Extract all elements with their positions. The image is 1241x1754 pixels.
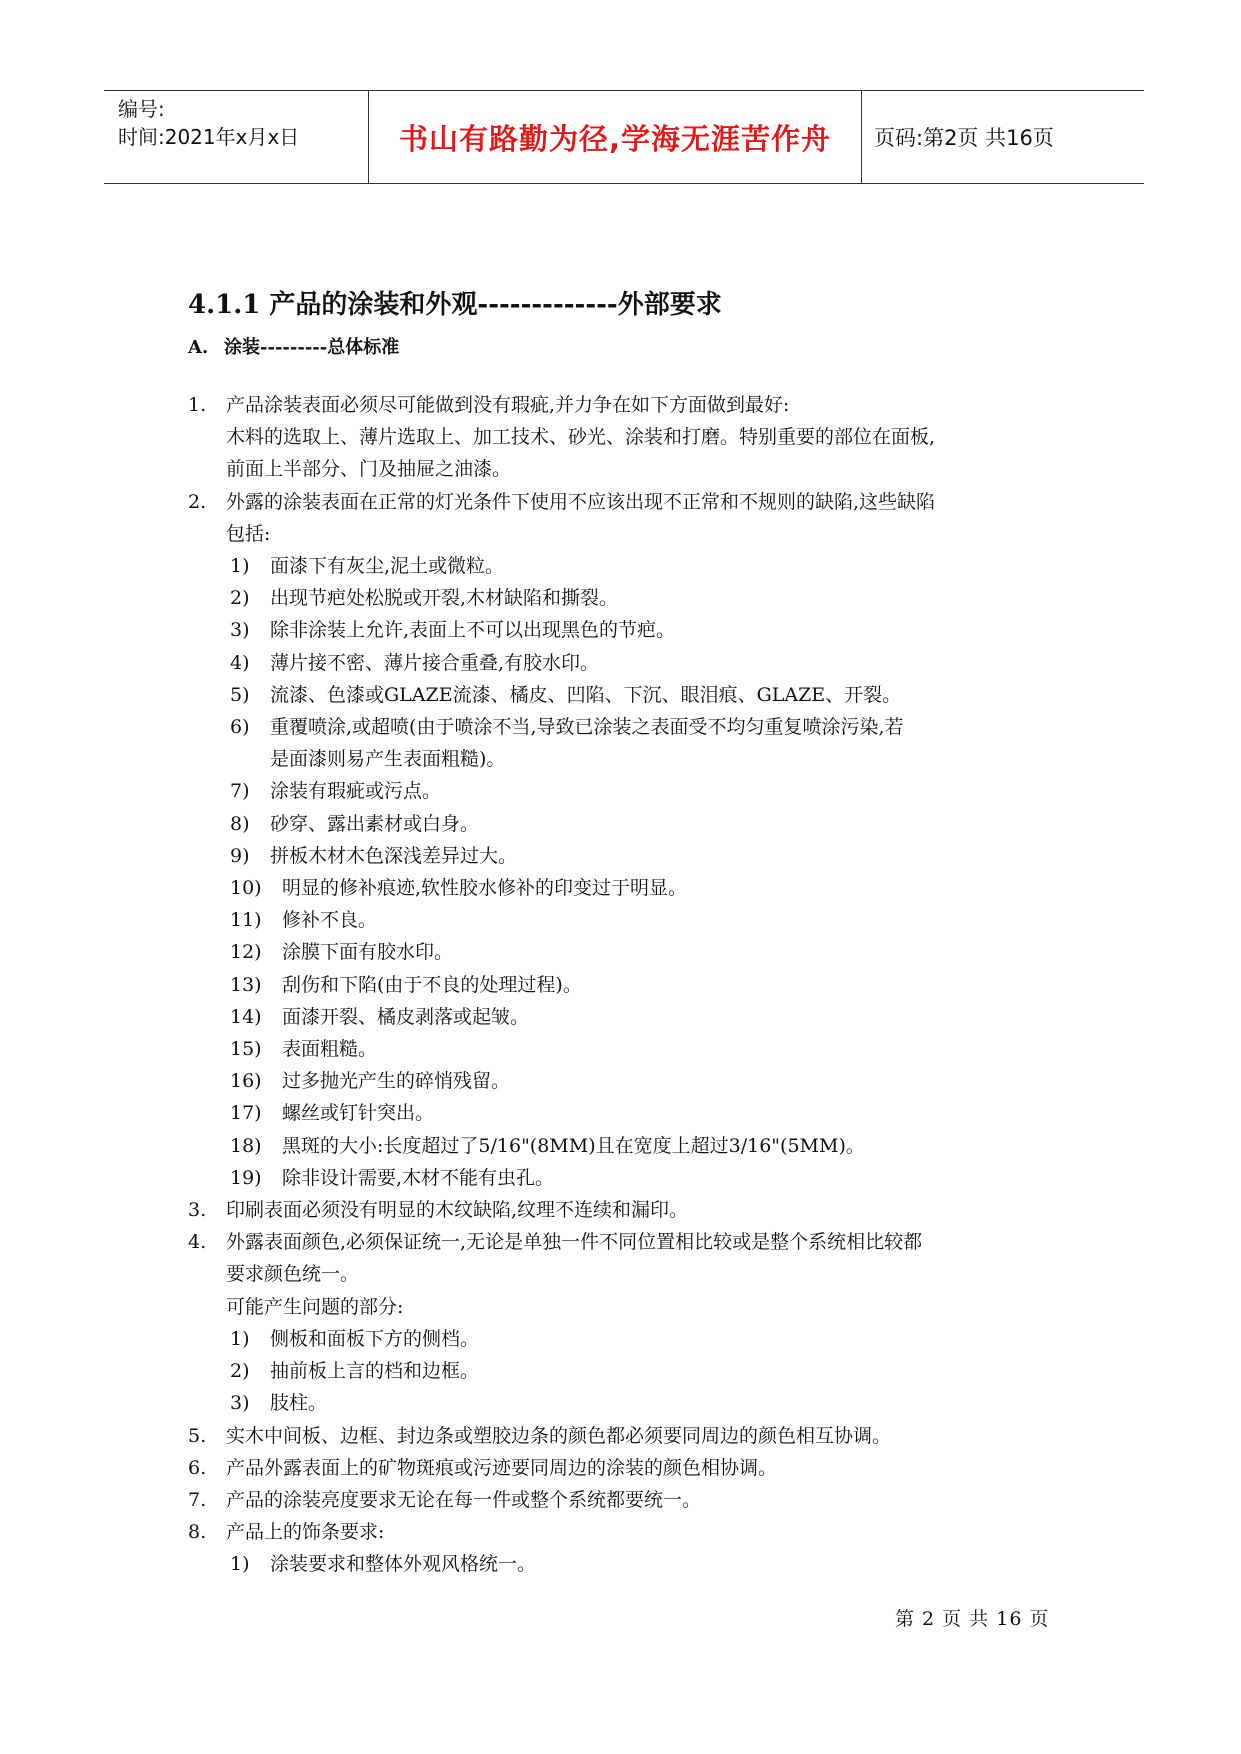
subsection-letter: A.: [188, 337, 209, 358]
item-number: 2.: [188, 490, 207, 513]
list-item: [188, 1484, 1068, 1516]
item-number: 16): [230, 1070, 262, 1093]
item-text: 涂装要求和整体外观风格统一。: [270, 1553, 537, 1576]
item-text: 明显的修补痕迹,软性胶水修补的印变过于明显。: [282, 877, 688, 900]
sub-list-item: [188, 614, 1068, 646]
sub-list-item: [188, 1001, 1068, 1033]
sub-list-item: [188, 904, 1068, 936]
list-item: [188, 1420, 1068, 1452]
item-number: 18): [230, 1134, 262, 1157]
sub-list-item: [188, 936, 1068, 968]
item-text: 产品的涂装亮度要求无论在每一件或整个系统都要统一。: [226, 1488, 702, 1511]
item-text: 除非涂装上允许,表面上不可以出现黑色的节疤。: [270, 619, 676, 642]
item-text: 是面漆则易产生表面粗糙)。: [270, 748, 506, 771]
item-text: 表面粗糙。: [282, 1038, 378, 1061]
list-item-continuation: [188, 1291, 1068, 1323]
item-number: 2): [230, 587, 250, 610]
item-text: 要求颜色统一。: [226, 1263, 360, 1286]
sub-list-item: [188, 872, 1068, 904]
item-number: 6.: [188, 1456, 207, 1479]
list-item: [188, 389, 1068, 421]
item-number: 9): [230, 844, 250, 867]
requirements-list: [188, 389, 1068, 1581]
page-footer: 第 2 页 共 16 页: [895, 1608, 1050, 1630]
item-text: 修补不良。: [282, 909, 378, 932]
list-item: [188, 1226, 1068, 1258]
item-text: 薄片接不密、薄片接合重叠,有胶水印。: [270, 651, 600, 674]
subsection-title: 涂装---------总体标准: [224, 337, 400, 358]
serial-number-label: 编号:: [118, 97, 165, 121]
item-text: 涂膜下面有胶水印。: [282, 941, 454, 964]
document-body: [188, 285, 1068, 1581]
item-text: 除非设计需要,木材不能有虫孔。: [282, 1166, 555, 1189]
item-number: 7): [230, 780, 250, 803]
item-text: 刮伤和下陷(由于不良的处理过程)。: [282, 973, 582, 996]
list-item: [188, 1452, 1068, 1484]
sub-list-item: [188, 1097, 1068, 1129]
item-number: 10): [230, 877, 262, 900]
item-text: 重覆喷涂,或超喷(由于喷涂不当,导致已涂装之表面受不均匀重复喷涂污染,若: [270, 716, 904, 739]
sub-list-item: [188, 1355, 1068, 1387]
sub-list-item: [188, 711, 1068, 743]
item-text: 外露表面颜色,必须保证统一,无论是单独一件不同位置相比较或是整个系统相比较都: [226, 1231, 923, 1254]
item-number: 4): [230, 651, 250, 674]
sub-list-item: [188, 840, 1068, 872]
sub-list-item: [188, 969, 1068, 1001]
item-text: 产品涂装表面必须尽可能做到没有瑕疵,并力争在如下方面做到最好:: [226, 394, 790, 416]
item-number: 19): [230, 1166, 262, 1189]
list-item-continuation: [188, 453, 1068, 485]
item-number: 1): [230, 1553, 250, 1576]
item-text: 砂穿、露出素材或白身。: [270, 812, 480, 835]
item-number: 5): [230, 683, 250, 706]
sub-list-item: [188, 1323, 1068, 1355]
item-number: 17): [230, 1102, 262, 1125]
item-text: 实木中间板、边框、封边条或塑胶边条的颜色都必须要同周边的颜色相互协调。: [226, 1424, 892, 1447]
sub-list-item: [188, 1065, 1068, 1097]
item-number: 1): [230, 1327, 250, 1350]
sub-list-item: [188, 1162, 1068, 1194]
sub-list-item: [188, 1033, 1068, 1065]
item-text: 产品上的饰条要求:: [226, 1521, 385, 1544]
item-number: 14): [230, 1005, 262, 1028]
item-text: 产品外露表面上的矿物斑痕或污迹要同周边的涂装的颜色相协调。: [226, 1456, 778, 1479]
item-text: 涂装有瑕疵或污点。: [270, 780, 442, 803]
sub-list-item: [188, 1387, 1068, 1419]
item-text: 面漆开裂、橘皮剥落或起皱。: [282, 1005, 530, 1028]
sub-list-item: [188, 1130, 1068, 1162]
list-item-continuation: [188, 421, 1068, 453]
page-header: [104, 90, 1144, 184]
list-item-continuation: [188, 1258, 1068, 1290]
item-text: 前面上半部分、门及抽屉之油漆。: [226, 458, 512, 481]
list-item: [188, 1194, 1068, 1226]
item-number: 3): [230, 619, 250, 642]
item-number: 2): [230, 1360, 250, 1383]
item-number: 1): [230, 555, 250, 578]
sub-list-item-continuation: [188, 743, 1068, 775]
header-motto: 书山有路勤为径,学海无涯苦作舟: [368, 91, 862, 183]
item-number: 3): [230, 1392, 250, 1415]
list-item: [188, 1516, 1068, 1548]
item-text: 包括:: [226, 522, 271, 545]
list-item-continuation: [188, 518, 1068, 550]
item-number: 4.: [188, 1231, 207, 1254]
item-text: 外露的涂装表面在正常的灯光条件下使用不应该出现不正常和不规则的缺陷,这些缺陷: [226, 490, 936, 513]
item-number: 13): [230, 973, 262, 996]
sub-list-item: [188, 582, 1068, 614]
item-text: 肢柱。: [270, 1392, 328, 1415]
sub-list-item: [188, 808, 1068, 840]
item-text: 面漆下有灰尘,泥土或微粒。: [270, 555, 505, 578]
item-text: 拼板木材木色深浅差异过大。: [270, 844, 518, 867]
subsection-heading: [188, 333, 1068, 363]
item-text: 侧板和面板下方的侧档。: [270, 1327, 480, 1350]
item-text: 过多抛光产生的碎悄残留。: [282, 1070, 511, 1093]
item-text: 流漆、色漆或GLAZE流漆、橘皮、凹陷、下沉、眼泪痕、GLAZE、开裂。: [270, 683, 902, 706]
item-text: 出现节疤处松脱或开裂,木材缺陷和撕裂。: [270, 587, 619, 610]
item-number: 5.: [188, 1424, 207, 1447]
item-number: 15): [230, 1038, 262, 1061]
item-number: 8): [230, 812, 250, 835]
time-label: 时间:2021年x月x日: [118, 125, 300, 149]
item-number: 7.: [188, 1488, 207, 1511]
list-item: [188, 486, 1068, 518]
item-number: 12): [230, 941, 262, 964]
header-page-info: 页码:第2页 共16页: [874, 126, 1054, 150]
item-text: 可能产生问题的部分:: [226, 1295, 404, 1318]
item-number: 3.: [188, 1199, 207, 1222]
section-title: 4.1.1 产品的涂装和外观-------------外部要求: [188, 290, 722, 320]
header-left-cell: [118, 91, 368, 187]
item-text: 黑斑的大小:长度超过了5/16"(8MM)且在宽度上超过3/16"(5MM)。: [282, 1134, 865, 1157]
sub-list-item: [188, 775, 1068, 807]
item-number: 1.: [188, 394, 207, 416]
sub-list-item: [188, 550, 1068, 582]
item-text: 木料的选取上、薄片选取上、加工技术、砂光、涂装和打磨。特别重要的部位在面板,: [226, 426, 936, 449]
item-text: 印刷表面必须没有明显的木纹缺陷,纹理不连续和漏印。: [226, 1199, 689, 1222]
sub-list-item: [188, 679, 1068, 711]
item-text: 抽前板上言的档和边框。: [270, 1360, 480, 1383]
item-number: 8.: [188, 1521, 207, 1544]
item-number: 6): [230, 716, 250, 739]
item-text: 螺丝或钉针突出。: [282, 1102, 435, 1125]
sub-list-item: [188, 1548, 1068, 1580]
sub-list-item: [188, 647, 1068, 679]
item-number: 11): [230, 909, 262, 932]
